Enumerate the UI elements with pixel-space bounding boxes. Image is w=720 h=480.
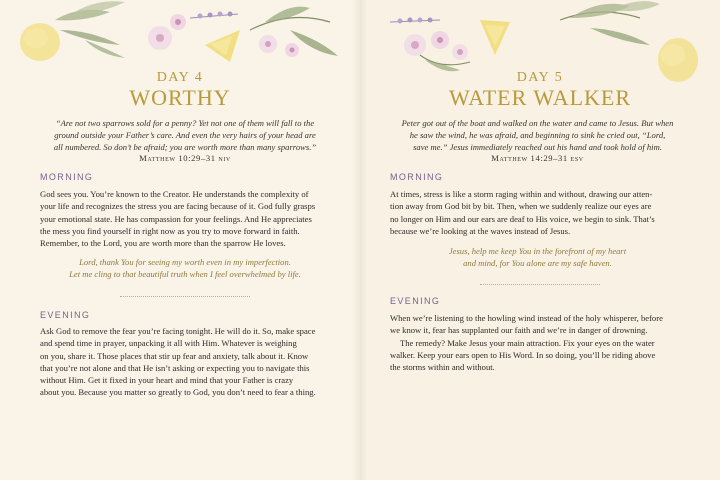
evening-devotion bbox=[390, 312, 685, 373]
text-line: your emotional state. He has compassion for your feelings. And He appreciates bbox=[40, 213, 312, 224]
evening-devotion bbox=[40, 325, 330, 399]
text-line: tion away from God bit by bit. Then, when we suddenly realize our eyes are bbox=[390, 201, 652, 212]
text-line: about you. Because you matter so greatly to God, you don’t need to fear a thing. bbox=[40, 387, 316, 398]
text-line: When we’re listening to the howling wind instead of the holy whisperer, before bbox=[390, 313, 663, 323]
prayer bbox=[40, 256, 330, 281]
evening-heading: EVENING bbox=[40, 310, 91, 320]
prayer-line: Let me cling to that beautiful truth when I feel overwhelmed by life. bbox=[69, 269, 301, 280]
day-label: DAY 5 bbox=[516, 70, 564, 85]
morning-heading: MORNING bbox=[40, 172, 94, 182]
text-line: no longer on Him and our ears are deaf to His voice, we begin to sink. That’s bbox=[390, 213, 655, 224]
verse-line: all numbered. So don’t be afraid; you are worth more than many sparrows.” bbox=[53, 142, 317, 152]
text-line: because we’re looking at the waves instead of Jesus. bbox=[390, 225, 571, 236]
scripture-verse bbox=[40, 117, 330, 153]
text-line: Remember, to the Lord, you are worth more than the sparrow He loves. bbox=[40, 238, 286, 249]
prayer-line: Lord, thank You for seeing my worth even in my imperfection. bbox=[79, 257, 291, 267]
scripture-reference: Matthew 14:29–31 esv bbox=[491, 153, 584, 163]
text-line: we know it, fear has supplanted our faith and we’re in danger of drowning. bbox=[390, 325, 648, 336]
verse-line: ground outside your Father’s care. And even the very hairs of your head are bbox=[54, 130, 316, 140]
morning-heading: MORNING bbox=[390, 172, 444, 182]
text-line: At times, stress is like a storm raging within and without, drawing our atten- bbox=[390, 189, 653, 199]
scripture-verse bbox=[390, 117, 685, 153]
text-line: the storms within and without. bbox=[390, 362, 495, 373]
verse-line: Peter got out of the boat and walked on the water and came to Jesus. But when bbox=[401, 118, 674, 128]
prayer-line: and mind, for You alone are my safe haven. bbox=[463, 258, 612, 269]
book-gutter bbox=[352, 0, 368, 480]
verse-line: save me.” Jesus immediately reached out his hand and took hold of him. bbox=[413, 142, 662, 152]
verse-line: he saw the wind, he was afraid, and beginning to sink he cried out, “Lord, bbox=[409, 130, 666, 140]
page-title: WORTHY bbox=[129, 85, 231, 110]
morning-devotion bbox=[40, 188, 330, 249]
scripture-reference: Matthew 10:29–31 niv bbox=[139, 153, 231, 163]
text-line: and spend time in prayer, unpacking it all with Him. Whatever is weighing bbox=[40, 338, 297, 349]
text-line: The remedy? Make Jesus your main attraction. Fix your eyes on the water bbox=[400, 337, 655, 348]
dotted-divider bbox=[480, 284, 600, 285]
dotted-divider bbox=[120, 296, 250, 297]
verse-line: “Are not two sparrows sold for a penny? Yet not one of them will fall to the bbox=[55, 118, 315, 128]
text-line: on you, share it. Those places that stir up fear and anxiety, talk about it. Know bbox=[40, 350, 309, 361]
text-line: your life and recognizes the stress you are facing because of it. God fully grasps bbox=[40, 201, 316, 212]
morning-devotion bbox=[390, 188, 685, 237]
day-label: DAY 4 bbox=[156, 70, 204, 85]
lemon-and-flower-branch-icon bbox=[0, 0, 360, 70]
text-line: that you’re not alone and that He isn’t asking or expecting you to navigate this bbox=[40, 362, 310, 373]
prayer-line: Jesus, help me keep You in the forefront of my heart bbox=[448, 246, 627, 256]
text-line: God sees you. You’re known to the Creator. He understands the complexity of bbox=[40, 189, 309, 199]
text-line: without Him. Get it fixed in your heart and mind that your Father is crazy bbox=[40, 375, 294, 386]
text-line: Ask God to remove the fear you’re facing tonight. He will do it. So, make space bbox=[40, 326, 316, 336]
text-line: walker. Keep your ears open to His Word. In so doing, you’ll be riding above bbox=[390, 349, 656, 360]
text-line: the mess you find yourself in right now as you try to move forward in faith. bbox=[40, 225, 300, 236]
evening-heading: EVENING bbox=[390, 296, 441, 306]
prayer bbox=[390, 245, 685, 270]
page-title: WATER WALKER bbox=[448, 85, 632, 110]
right-page bbox=[360, 0, 720, 480]
